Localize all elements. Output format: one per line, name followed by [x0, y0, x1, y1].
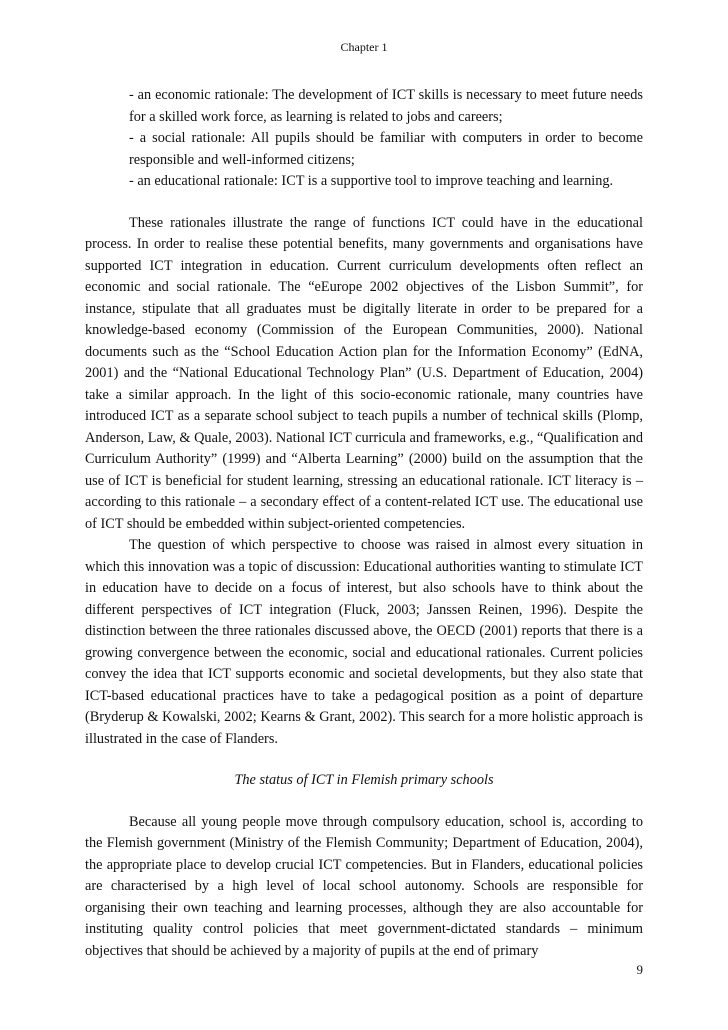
- spacer: [85, 792, 643, 812]
- list-item-economic-rationale: - an economic rationale: The development of ICT skills is necessary to meet future needs for a skilled work force, as learning is related to jobs and careers;: [129, 87, 643, 125]
- paragraph-perspective: The question of which perspective to choose was raised in almost every situation in which this innovation was a topic of discussion: Educational authorities wanting to stimulate ICT in education have to decide on a focus of interest, but also schools have to think about the different perspectives of ICT integration (Fluck, 2003; Janssen Reinen, 1996). Despite the distinction between the three rationales discussed above, the OECD (2001) reports that there is a growing convergence between the economic, social and educational rationales. Current policies convey the idea that ICT supports economic and societal developments, but they also state that ICT-based educational practices have to take a pedagogical position as a point of departure (Bryderup & Kowalski, 2002; Kearns & Grant, 2002). This search for a more holistic approach is illustrated in the case of Flanders.: [85, 537, 643, 747]
- page-body: [85, 85, 643, 962]
- list-item-social-rationale: - a social rationale: All pupils should be familiar with computers in order to become responsible and well-informed citizens;: [129, 130, 643, 168]
- running-header: Chapter 1: [340, 40, 388, 54]
- paragraph-rationales: These rationales illustrate the range of functions ICT could have in the educational process. In order to realise these potential benefits, many governments and organisations have supported ICT integration in education. Current curriculum developments often reflect an economic and social rationale. The “eEurope 2002 objectives of the Lisbon Summit”, for instance, stipulate that all graduates must be digitally literate in order to be prepared for a knowledge-based economy (Commission of the European Communities, 2000). National documents such as the “School Education Action plan for the Information Economy” (EdNA, 2001) and the “National Educational Technology Plan” (U.S. Department of Education, 2004) take a similar approach. In the light of this socio-economic rationale, many countries have introduced ICT as a separate school subject to teach pupils a number of technical skills (Plomp, Anderson, Law, & Quale, 2003). National ICT curricula and frameworks, e.g., “Qualification and Curriculum Authority” (1999) and “Alberta Learning” (2000) build on the assumption that the use of ICT is beneficial for student learning, stressing an educational rationale. ICT literacy is – according to this rationale – a secondary effect of a content-related ICT use. The educational use of ICT should be embedded within subject-oriented competencies.: [85, 214, 643, 532]
- rationale-list: [129, 85, 643, 193]
- page-number: 9: [636, 962, 643, 977]
- paragraph-flemish-schools: Because all young people move through compulsory education, school is, according to the Flemish government (Ministry of the Flemish Community; Department of Education, 2004), the appropriate place to develop crucial ICT competencies. But in Flanders, educational policies are characterised by a high level of local school autonomy. Schools are responsible for organising their own teaching and learning processes, although they are also accountable for instituting quality control policies that meet government-dictated standards – minimum objectives that should be achieved by a majority of pupils at the end of primary: [85, 813, 643, 959]
- spacer: [85, 750, 643, 770]
- spacer: [85, 193, 643, 213]
- list-item-educational-rationale: - an educational rationale: ICT is a supportive tool to improve teaching and learning.: [129, 173, 614, 189]
- section-subheading: The status of ICT in Flemish primary schools: [234, 772, 494, 788]
